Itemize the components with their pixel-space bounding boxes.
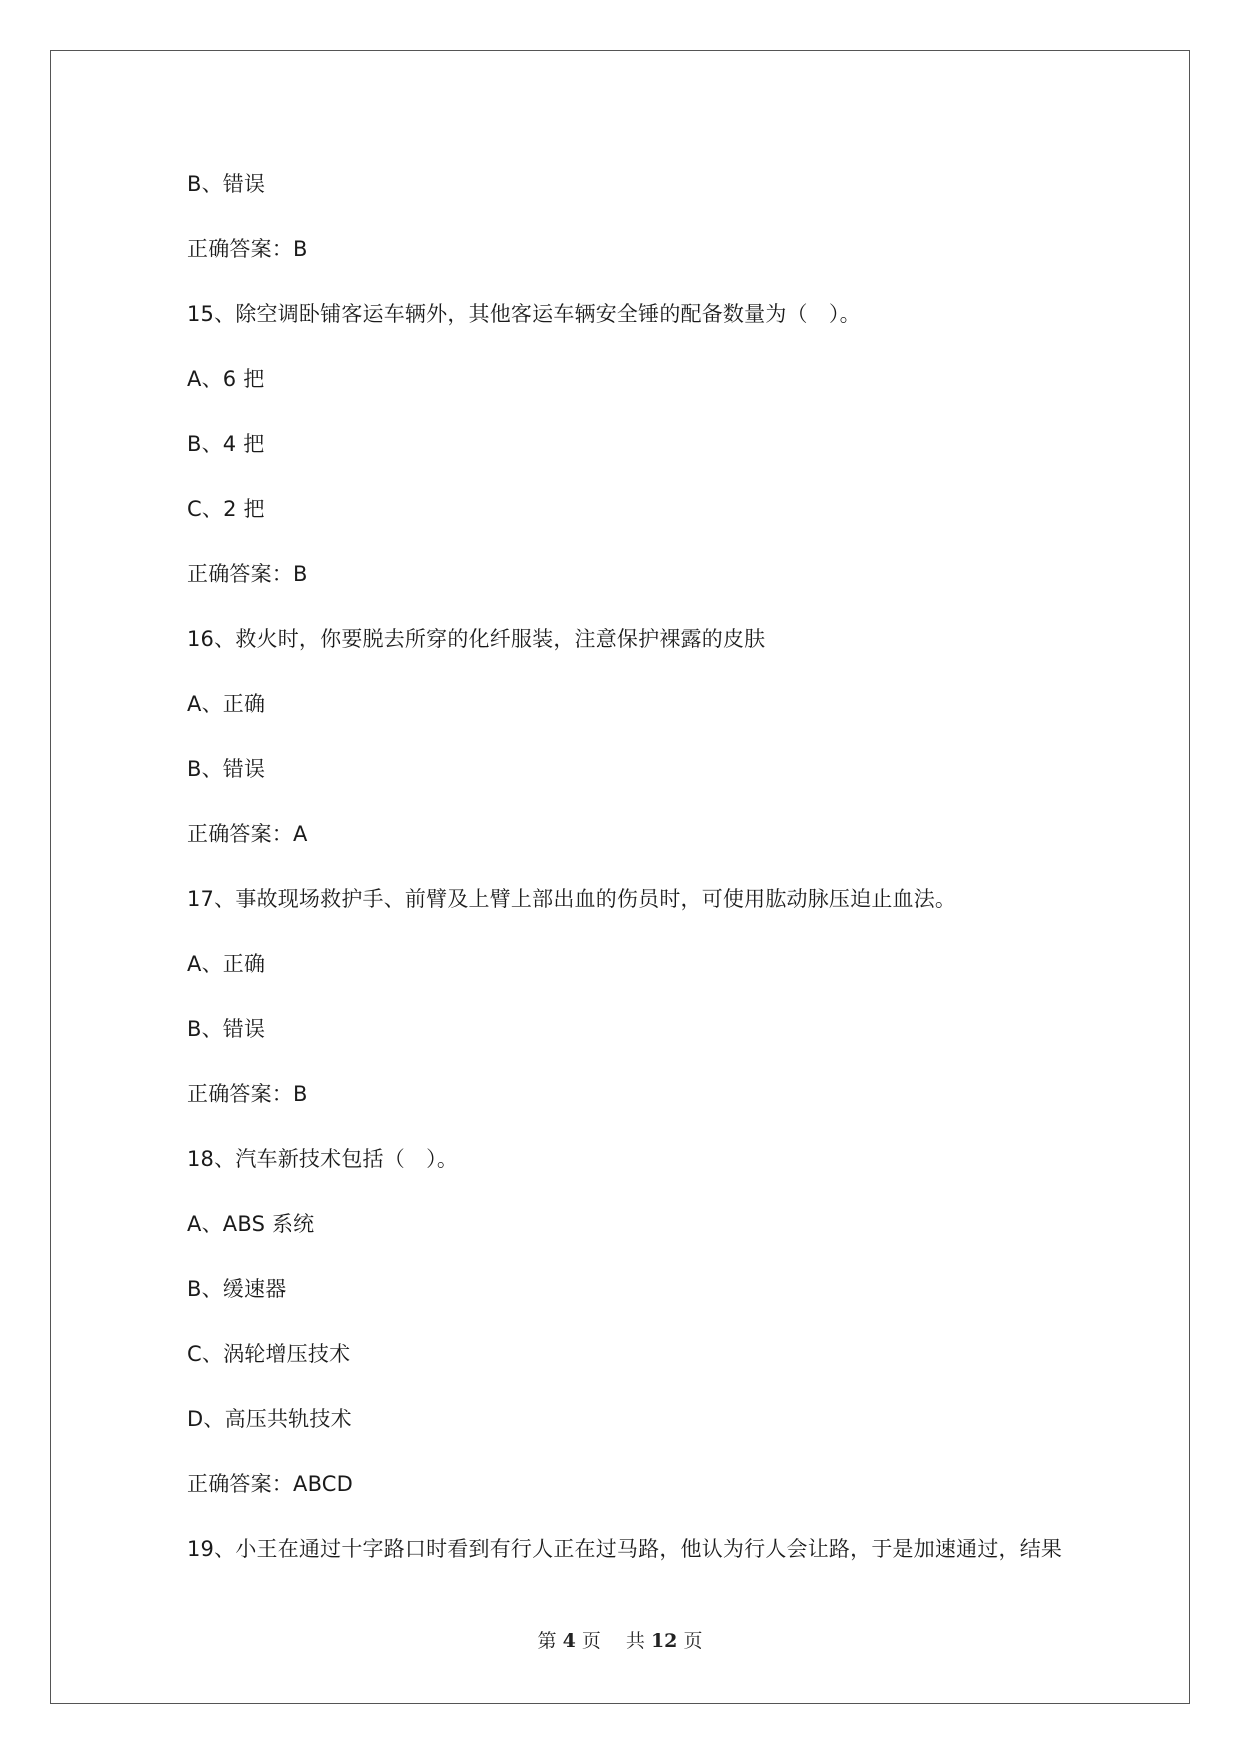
- option-b: B、错误: [187, 757, 266, 781]
- footer-prefix: 第: [537, 1630, 563, 1652]
- page-number: 4: [562, 1630, 576, 1652]
- option-b: B、4 把: [187, 432, 265, 456]
- page-footer: [0, 1626, 1240, 1653]
- answer: 正确答案：ABCD: [187, 1472, 354, 1496]
- option-b: B、缓速器: [187, 1277, 287, 1301]
- question-16: 16、救火时，你要脱去所穿的化纤服装，注意保护裸露的皮肤: [187, 627, 766, 651]
- footer-middle: 页 共: [575, 1630, 651, 1652]
- answer: 正确答案：B: [187, 1082, 308, 1106]
- text-line: B、错误: [187, 172, 266, 196]
- option-b: B、错误: [187, 1017, 266, 1041]
- text-line: 正确答案：B: [187, 237, 308, 261]
- question-15: 15、除空调卧铺客运车辆外，其他客运车辆安全锤的配备数量为（ ）。: [187, 302, 861, 326]
- question-18: 18、汽车新技术包括（ ）。: [187, 1147, 459, 1171]
- option-c: C、2 把: [187, 497, 265, 521]
- footer-suffix: 页: [677, 1630, 703, 1652]
- answer: 正确答案：A: [187, 822, 308, 846]
- question-19: 19、小王在通过十字路口时看到有行人正在过马路，他认为行人会让路，于是加速通过，结果: [187, 1537, 1063, 1561]
- total-pages: 12: [650, 1630, 678, 1652]
- question-17: 17、事故现场救护手、前臂及上臂上部出血的伤员时，可使用肱动脉压迫止血法。: [187, 887, 957, 911]
- option-a: A、ABS 系统: [187, 1212, 315, 1236]
- option-a: A、正确: [187, 692, 266, 716]
- option-c: C、涡轮增压技术: [187, 1342, 351, 1366]
- option-d: D、高压共轨技术: [187, 1407, 352, 1431]
- option-a: A、6 把: [187, 367, 265, 391]
- document-body: [187, 167, 1087, 1597]
- answer: 正确答案：B: [187, 562, 308, 586]
- option-a: A、正确: [187, 952, 266, 976]
